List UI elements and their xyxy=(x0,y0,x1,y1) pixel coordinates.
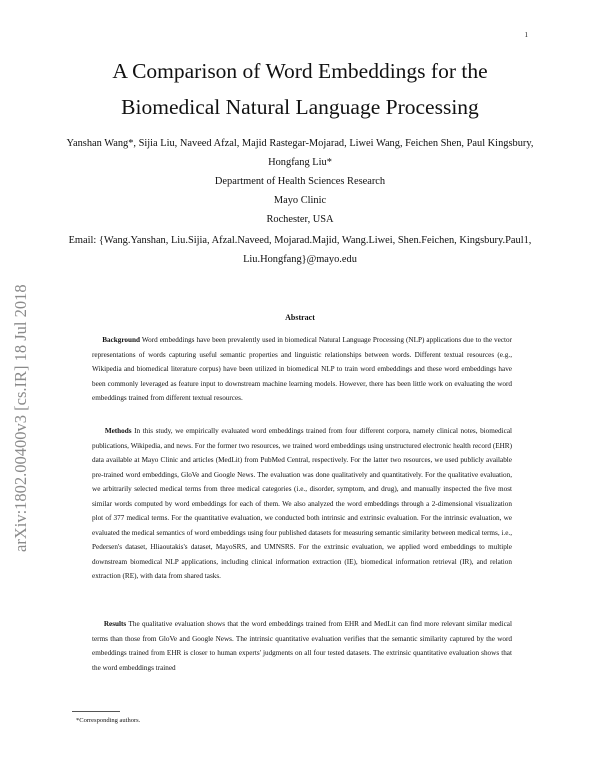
abstract-background xyxy=(92,333,512,406)
author-list: Yanshan Wang*, Sijia Liu, Naveed Afzal, Majid Rastegar-Mojarad, Liwei Wang, Feichen Shen, Paul Kingsbury, Hongfang Liu* xyxy=(66,138,534,168)
arxiv-identifier: arXiv:1802.00400v3 [cs.IR] 18 Jul 2018 xyxy=(11,284,30,552)
department: Department of Health Sciences Research xyxy=(214,176,386,187)
results-text: The qualitative evaluation shows that the word embeddings trained from EHR and MedLit can find more relevant similar medical terms than those from GloVe and Google News. The intrinsic quantitative evaluation verifies that the semantic similarity captured by the word embeddings trained from EHR is closer to human experts' judgments on all four tested datasets. The extrinsic quantitative evaluation shows that the word embeddings trained xyxy=(92,620,512,672)
paper-title-line-1: A Comparison of Word Embeddings for the xyxy=(112,59,488,83)
location: Rochester, USA xyxy=(266,214,334,225)
paper-title-line-2: Biomedical Natural Language Processing xyxy=(121,95,479,119)
abstract-methods xyxy=(92,424,512,584)
footnote-rule xyxy=(72,711,120,712)
abstract-results xyxy=(92,617,512,675)
page-number: 1 xyxy=(524,31,528,39)
abstract-heading: Abstract xyxy=(285,313,315,322)
email-list: Email: {Wang.Yanshan, Liu.Sijia, Afzal.Naveed, Mojarad.Majid, Wang.Liwei, Shen.Feichen, Kingsbury.Paul1, Liu.Hongfang}@mayo.edu xyxy=(68,235,532,265)
background-text: Word embeddings have been prevalently used in biomedical Natural Language Processing (NLP) applications due to the vector representations of words capturing useful semantic properties and linguistic relationships between words. Different textual resources (e.g., Wikipedia and biomedical literature corpus) have been utilized in biomedical NLP to train word embeddings and these word embeddings have been commonly leveraged as feature input to downstream machine learning models. However, there has been little work on evaluating the word embeddings trained from different textual resources. xyxy=(92,336,512,402)
footnote: *Corresponding authors. xyxy=(76,717,141,724)
institution: Mayo Clinic xyxy=(273,195,327,206)
background-label: Background xyxy=(102,336,141,344)
methods-label: Methods xyxy=(104,427,132,435)
results-label: Results xyxy=(103,620,127,628)
methods-text: In this study, we empirically evaluated word embeddings trained from four different corpora, namely clinical notes, biomedical publications, Wikipedia, and news. For the former two resources, we trained word embeddings using unstructured electronic health record (EHR) data available at Mayo Clinic and articles (MedLit) from PubMed Central, respectively. For the latter two resources, we used publicly available pre-trained word embeddings, GloVe and Google News. The evaluation was done qualitatively and quantitatively. For the qualitative evaluation, we arbitrarily selected medical terms from three medical categories (i.e., disorder, symptom, and drug), and manually inspected the five most similar words computed by word embeddings for each of them. We also analyzed the word embeddings through a 2-dimensional visualization plot of 377 medical terms. For the quantitative evaluation, we conducted both intrinsic and extrinsic evaluation. For the intrinsic evaluation, we evaluated the medical semantics of word embeddings using four published datasets for measuring semantic similarity between medical terms, i.e., Pedersen's dataset, Hliaoutakis's dataset, MayoSRS, and UMNSRS. For the extrinsic evaluation, we applied word embeddings to multiple downstream biomedical NLP applications, including clinical information extraction (IE), biomedical information retrieval (IR), and relation extraction (RE), with data from shared tasks. xyxy=(92,427,513,580)
